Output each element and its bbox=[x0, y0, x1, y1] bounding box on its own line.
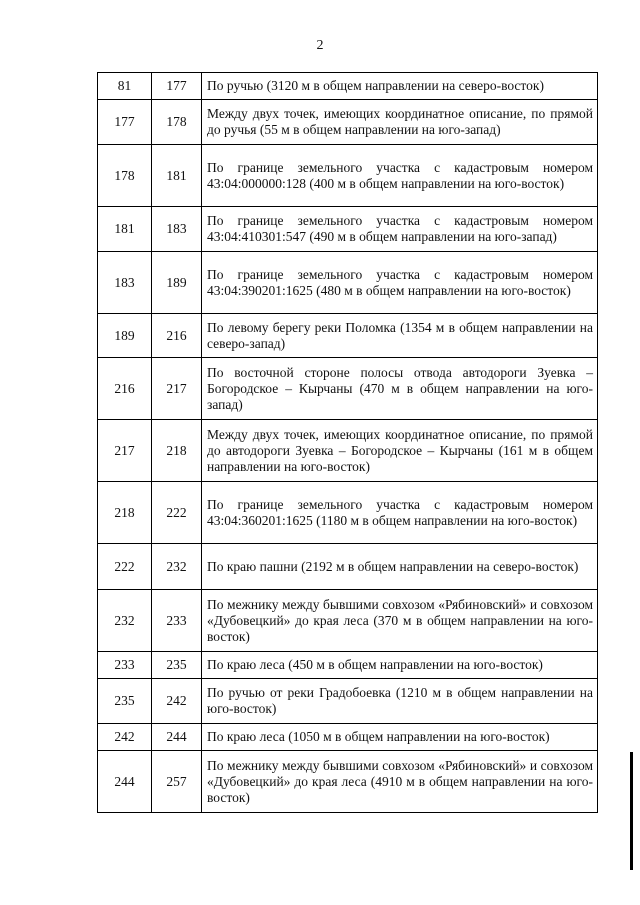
point-to: 244 bbox=[152, 724, 202, 751]
boundary-description: Между двух точек, имеющих координатное описание, по прямой до автодороги Зуевка – Богородское – Кырчаны (161 м в общем направлении на юго-восток) bbox=[202, 420, 598, 482]
point-from: 217 bbox=[98, 420, 152, 482]
point-to: 183 bbox=[152, 207, 202, 252]
point-from: 222 bbox=[98, 544, 152, 590]
point-to: 178 bbox=[152, 100, 202, 145]
table-row bbox=[98, 252, 598, 314]
point-to: 181 bbox=[152, 145, 202, 207]
boundary-description: По краю пашни (2192 м в общем направлении на северо-восток) bbox=[202, 544, 598, 590]
table-row bbox=[98, 679, 598, 724]
boundary-table bbox=[97, 72, 598, 813]
boundary-description: По межнику между бывшими совхозом «Рябиновский» и совхозом «Дубовецкий» до края леса (370 м в общем направлении на юго-восток) bbox=[202, 590, 598, 652]
boundary-description: По краю леса (1050 м в общем направлении на юго-восток) bbox=[202, 724, 598, 751]
point-from: 178 bbox=[98, 145, 152, 207]
boundary-description: По ручью (3120 м в общем направлении на северо-восток) bbox=[202, 73, 598, 100]
boundary-description: По границе земельного участка с кадастровым номером 43:04:410301:547 (490 м в общем направлении на юго-запад) bbox=[202, 207, 598, 252]
point-from: 181 bbox=[98, 207, 152, 252]
page-number: 2 bbox=[316, 38, 324, 53]
point-to: 216 bbox=[152, 314, 202, 358]
point-from: 218 bbox=[98, 482, 152, 544]
table-row bbox=[98, 751, 598, 813]
point-to: 232 bbox=[152, 544, 202, 590]
point-to: 218 bbox=[152, 420, 202, 482]
point-from: 177 bbox=[98, 100, 152, 145]
point-from: 232 bbox=[98, 590, 152, 652]
table-row bbox=[98, 73, 598, 100]
point-to: 257 bbox=[152, 751, 202, 813]
point-from: 244 bbox=[98, 751, 152, 813]
boundary-description: По краю леса (450 м в общем направлении на юго-восток) bbox=[202, 652, 598, 679]
point-to: 177 bbox=[152, 73, 202, 100]
boundary-description: Между двух точек, имеющих координатное описание, по прямой до ручья (55 м в общем направлении на юго-запад) bbox=[202, 100, 598, 145]
point-from: 183 bbox=[98, 252, 152, 314]
point-from: 81 bbox=[98, 73, 152, 100]
table-row bbox=[98, 724, 598, 751]
table-row bbox=[98, 358, 598, 420]
point-to: 242 bbox=[152, 679, 202, 724]
table-row bbox=[98, 100, 598, 145]
point-from: 189 bbox=[98, 314, 152, 358]
boundary-description: По межнику между бывшими совхозом «Рябиновский» и совхозом «Дубовецкий» до края леса (4910 м в общем направлении на юго-восток) bbox=[202, 751, 598, 813]
point-to: 235 bbox=[152, 652, 202, 679]
scan-edge-line bbox=[630, 752, 633, 870]
point-from: 233 bbox=[98, 652, 152, 679]
table-row bbox=[98, 207, 598, 252]
boundary-description: По ручью от реки Градобоевка (1210 м в общем направлении на юго-восток) bbox=[202, 679, 598, 724]
boundary-description: По границе земельного участка с кадастровым номером 43:04:390201:1625 (480 м в общем направлении на юго-восток) bbox=[202, 252, 598, 314]
table-row bbox=[98, 482, 598, 544]
boundary-description: По левому берегу реки Поломка (1354 м в общем направлении на северо-запад) bbox=[202, 314, 598, 358]
table-row bbox=[98, 590, 598, 652]
table-row bbox=[98, 544, 598, 590]
point-to: 189 bbox=[152, 252, 202, 314]
point-from: 242 bbox=[98, 724, 152, 751]
boundary-description: По границе земельного участка с кадастровым номером 43:04:000000:128 (400 м в общем направлении на юго-восток) bbox=[202, 145, 598, 207]
table-row bbox=[98, 314, 598, 358]
table-row bbox=[98, 420, 598, 482]
table-row bbox=[98, 145, 598, 207]
point-to: 217 bbox=[152, 358, 202, 420]
table-row bbox=[98, 652, 598, 679]
point-to: 222 bbox=[152, 482, 202, 544]
boundary-description: По границе земельного участка с кадастровым номером 43:04:360201:1625 (1180 м в общем направлении на юго-восток) bbox=[202, 482, 598, 544]
point-from: 216 bbox=[98, 358, 152, 420]
boundary-description: По восточной стороне полосы отвода автодороги Зуевка – Богородское – Кырчаны (470 м в общем направлении на юго-запад) bbox=[202, 358, 598, 420]
point-to: 233 bbox=[152, 590, 202, 652]
point-from: 235 bbox=[98, 679, 152, 724]
